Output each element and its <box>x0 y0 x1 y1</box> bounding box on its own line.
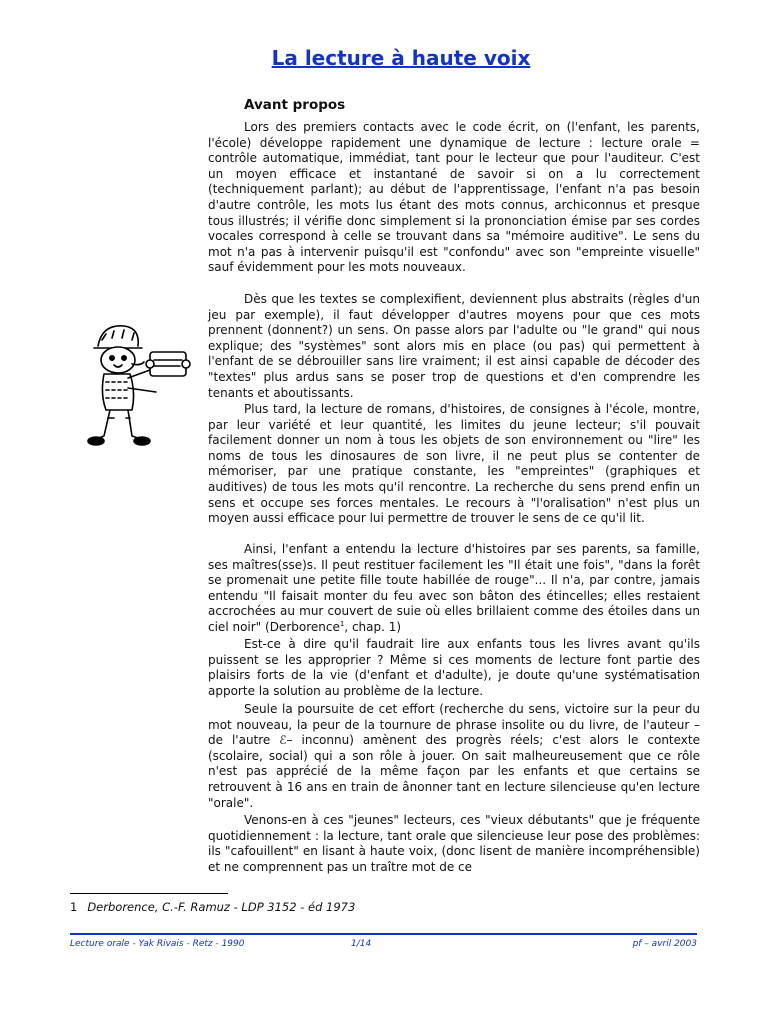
footnote-number: 1 <box>70 900 78 914</box>
paragraph-2: Dès que les textes se complexifient, deviennent plus abstraits (règles d'un jeu par exemple), il faut développer d'autres moyens pour que ces mots prennent (donnent?) un sens. On passe alors par l'adulte ou "le grand" qui nous explique; des "systèmes" sont alors mis en place (ou pas) qui permettent à l'enfant de se débrouiller sans lire vraiment; il est ainsi capable de décoder des "textes" plus ardus sans se poser trop de questions et d'en comprendre les tenants et aboutissants. <box>208 292 700 400</box>
paragraph-6: Seule la poursuite de cet effort (recherche du sens, victoire sur la peur du mot nouveau, la peur de la tournure de phrase insolite ou du livre, de l'auteur –de l'autre ℰ– inconnu) amènent des progrès réels; c'est alors le contexte (scolaire, social) qui a son rôle à jouer. On sait malheureusement que ce rôle n'est pas apprécié de la même façon par les enfants et que certains se retrouvent à 16 ans en train de ânonner tant en lecture silencieuse qu'en lecture "orale". <box>208 702 700 810</box>
paragraph-3: Plus tard, la lecture de romans, d'histoires, de consignes à l'école, montre, par leur variété et leur quantité, les limites du jeune lecteur; s'il pouvait facilement donner un nom à tous les objets de son environnement ou "lire" les noms de tous les dinosaures de son livre, il ne peut plus se contenter de mémoriser, par une pratique constante, les "empreintes" (graphiques et auditives) de tous les mots qu'il rencontre. La recherche du sens prend enfin un sens et occupe ses forces mentales. Le recours à "l'oralisation" n'est plus un moyen aussi efficace pour lui permettre de trouver le sens de ce qu'il lit. <box>208 402 700 526</box>
footnote-ref: 1 <box>339 619 345 628</box>
footnote <box>70 900 355 914</box>
boy-reading-illustration <box>84 318 194 450</box>
section-heading: Avant propos <box>244 97 346 113</box>
paragraph-1: Lors des premiers contacts avec le code écrit, on (l'enfant, les parents, l'école) développe rapidement une dynamique de lecture : lecture orale = contrôle automatique, immédiat, tant pour le lecteur que pour l'auditeur. C'est un moyen efficace et instantané de savoir si on a lu correctement (techniquement parlant); au début de l'apprentissage, l'enfant n'a pas besoin d'autre contrôle, les mots lus étant des mots connus, archiconnus et presque tous illustrés; il vérifie donc simplement si la prononciation émise par ses cordes vocales correspond à celle se trouvant dans sa "mémoire auditive". Le sens du mot n'a pas à intervenir puisqu'il est "confondu" avec son "empreinte visuelle" sauf évidemment pour les mots nouveaux. <box>208 120 700 275</box>
footnote-separator <box>70 893 228 894</box>
footer-source: Lecture orale - Yak Rivais - Retz - 1990 <box>70 939 245 949</box>
paragraph-4: Ainsi, l'enfant a entendu la lecture d'histoires par ses parents, sa famille, ses maîtres(sse)s. Il peut restituer facilement les "Il était une fois", "dans la forêt se promenait une petite fille toute habillée de rouge"... Il n'a, par contre, jamais entendu "Il faisait monter du feu avec son bâton des étincelles; elles restaient accrochées au mur couvert de suie où elles brillaient comme des étoiles dans un ciel noir" (Derborence$^1$, chap. 1) <box>208 542 700 634</box>
page-title: La lecture à haute voix <box>271 46 531 70</box>
footnote-text: Derborence, C.-F. Ramuz - LDP 3152 - éd 1973 <box>87 900 356 914</box>
paragraph-7: Venons-en à ces "jeunes" lecteurs, ces "vieux débutants" que je fréquente quotidiennement : la lecture, tant orale que silencieuse leur pose des problèmes: ils "cafouillent" en lisant à haute voix, (donc lisent de manière incompréhensible) et ne comprennent pas un traître mot de ce <box>208 813 700 874</box>
footer-date: pf – avril 2003 <box>632 939 697 949</box>
footer-separator <box>70 933 697 935</box>
paragraph-5: Est-ce à dire qu'il faudrait lire aux enfants tous les livres avant qu'ils puissent se les approprier ? Même si ces moments de lecture font partie des plaisirs forts de la vie (d'enfant et d'adulte), je doute qu'une systématisation apporte la solution au problème de la lecture. <box>208 637 700 698</box>
footer-page-number: 1/14 <box>351 939 372 949</box>
